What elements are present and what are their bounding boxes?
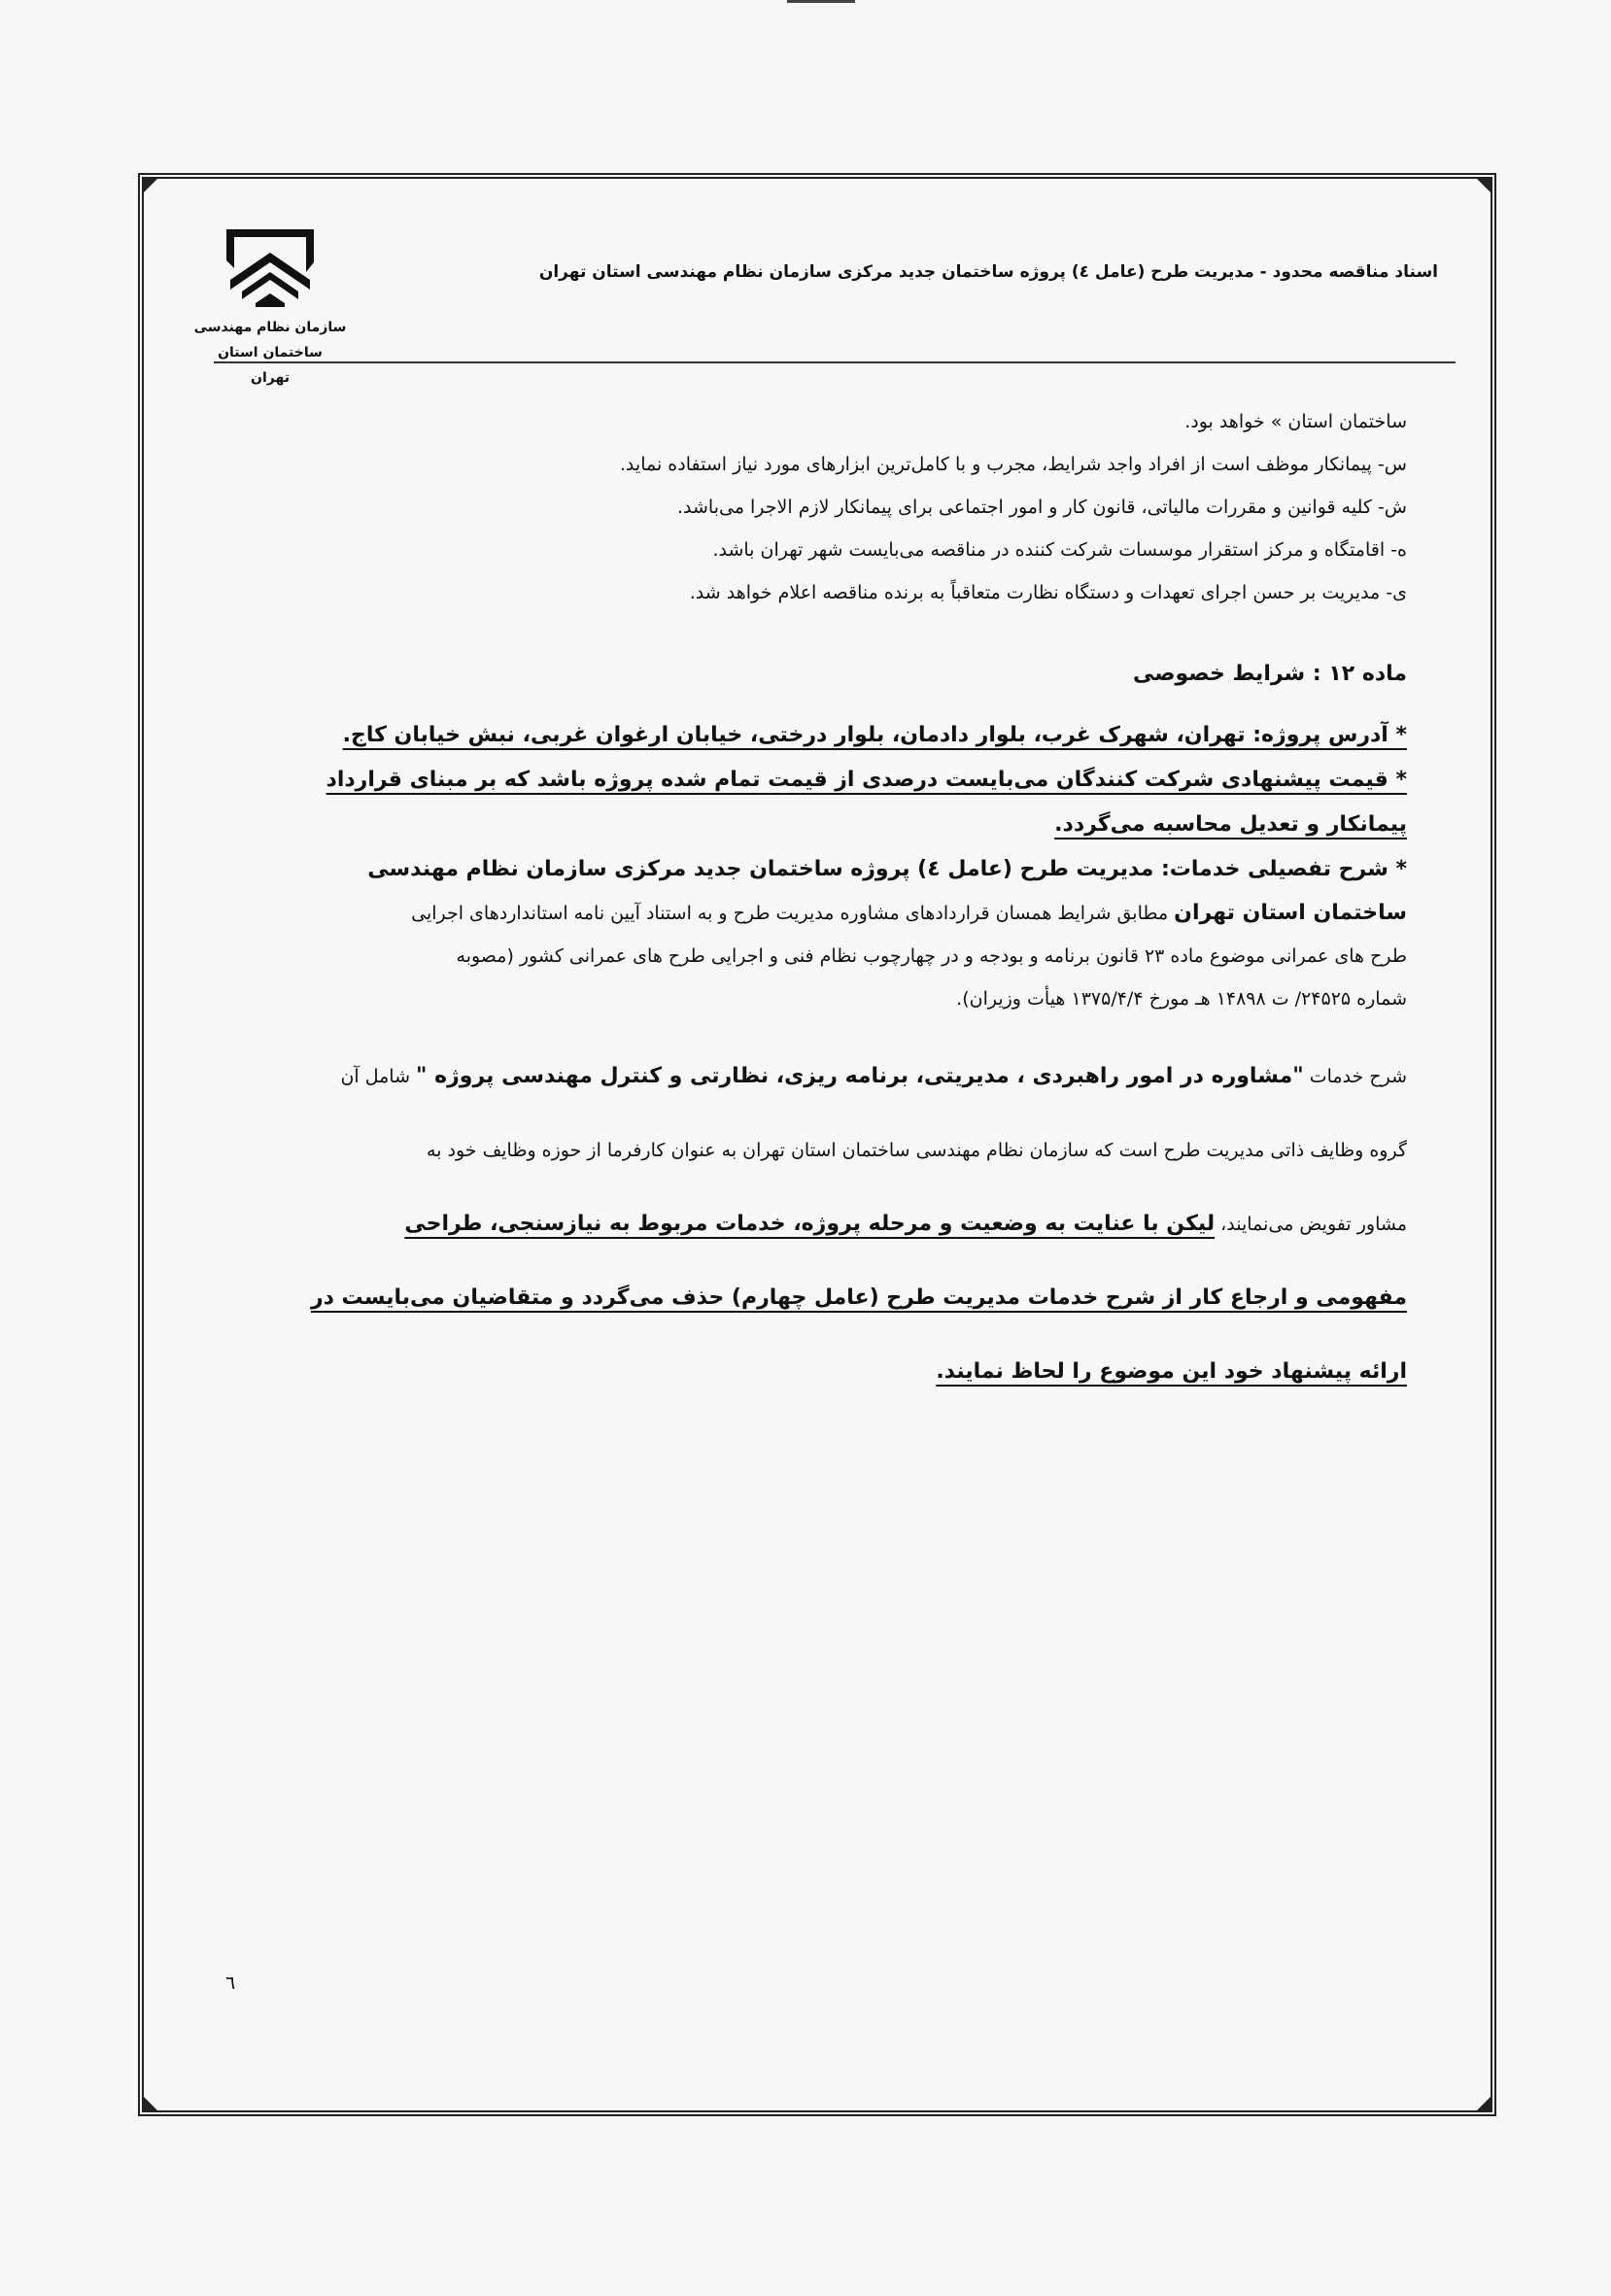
frame-corner-ornament: [144, 179, 157, 192]
frame-corner-ornament: [1477, 2097, 1491, 2110]
description-text: شرح خدمات: [1303, 1066, 1407, 1087]
frame-corner-ornament: [144, 2097, 157, 2110]
special-conditions: [231, 713, 1407, 1020]
address-line: [231, 713, 1407, 758]
organization-logo: [163, 222, 377, 391]
price-line: [231, 803, 1407, 847]
services-text: مطابق شرایط همسان قراردادهای مشاوره مدیریت طرح و به استناد آیین نامه استانداردهای اجرایی: [411, 903, 1175, 924]
intro-clauses: [231, 400, 1407, 614]
description-bold-text: ارائه پیشنهاد خود این موضوع را لحاظ نمایند.: [936, 1359, 1407, 1384]
scan-edge-mark: [787, 0, 855, 3]
services-description: [231, 1040, 1407, 1409]
description-line: [231, 1040, 1407, 1114]
description-line: [231, 1261, 1407, 1335]
services-line: [231, 892, 1407, 935]
document-body: [231, 400, 1407, 1409]
house-logo-icon: [217, 222, 324, 309]
clause-line: ه- اقامتگاه و مرکز استقرار موسسات شرکت کننده در مناقصه می‌بایست شهر تهران باشد.: [712, 539, 1407, 561]
document-header-title: اسناد مناقصه محدود - مدیریت طرح (عامل ٤) پروژه ساختمان جدید مرکزی سازمان نظام مهندسی استان تهران: [538, 262, 1438, 282]
description-line: [231, 1335, 1407, 1409]
clause-line: ش- کلیه قوانین و مقررات مالیاتی، قانون کار و امور اجتماعی برای پیمانکار لازم الاجرا می‌باشد.: [676, 497, 1407, 518]
price-text: * قیمت پیشنهادی شرکت کنندگان می‌بایست درصدی از قیمت تمام شده پروژه باشد که بر مبنای قرارداد: [326, 768, 1407, 792]
spacer: [231, 1020, 1407, 1040]
services-line: شماره ۲۴۵۲۵/ ت ۱۴۸۹۸ هـ مورخ ۱۳۷۵/۴/۴ هیأت وزیران).: [956, 988, 1407, 1010]
frame-corner-ornament: [1477, 179, 1491, 192]
address-text: * آدرس پروژه: تهران، شهرک غرب، بلوار دادمان، بلوار درختی، خیابان ارغوان غربی، نبش خیابان کاج.: [342, 723, 1407, 747]
clause-line: ی- مدیریت بر حسن اجرای تعهدات و دستگاه نظارت متعاقباً به برنده مناقصه اعلام خواهد شد.: [689, 582, 1407, 603]
section-title: ماده ۱۲ : شرایط خصوصی: [1133, 662, 1407, 686]
logo-line-1: سازمان نظام مهندسی ساختمان استان: [193, 320, 347, 360]
clause-line: ساختمان استان » خواهد بود.: [1184, 411, 1407, 432]
services-title-line: * شرح تفصیلی خدمات: مدیریت طرح (عامل ٤) پروژه ساختمان جدید مرکزی سازمان نظام مهندسی: [367, 857, 1407, 881]
description-bold-text: لیکن با عنایت به وضعیت و مرحله پروژه، خدمات مربوط به نیازسنجی، طراحی: [404, 1212, 1216, 1236]
price-text: پیمانکار و تعدیل محاسبه می‌گردد.: [1054, 812, 1407, 837]
description-text: شامل آن: [340, 1066, 417, 1087]
services-bold-text: ساختمان استان تهران: [1174, 901, 1407, 925]
logo-line-2: تهران: [251, 370, 290, 386]
header-divider: [214, 361, 1456, 363]
price-line: [231, 758, 1407, 803]
page-number: ٦: [225, 1972, 236, 1994]
services-line: طرح های عمرانی موضوع ماده ۲۳ قانون برنامه و بودجه و در چهارچوب نظام فنی و اجرایی طرح های عمرانی کشور (مصوبه: [456, 945, 1407, 967]
description-bold-text: "مشاوره در امور راهبردی ، مدیریتی، برنامه ریزی، نظارتی و کنترل مهندسی پروژه ": [416, 1064, 1304, 1088]
description-line: [231, 1187, 1407, 1261]
description-line: گروه وظایف ذاتی مدیریت طرح است که سازمان نظام مهندسی ساختمان استان تهران به عنوان کارفرما از حوزه وظایف خود به: [427, 1140, 1407, 1161]
description-bold-text: مفهومی و ارجاع کار از شرح خدمات مدیریت طرح (عامل چهارم) حذف می‌گردد و متقاضیان می‌بایست در: [310, 1285, 1407, 1310]
clause-line: س- پیمانکار موظف است از افراد واجد شرایط، مجرب و با کامل‌ترین ابزارهای مورد نیاز استفاده نماید.: [619, 454, 1407, 475]
logo-text: [163, 315, 377, 391]
description-text: مشاور تفویض می‌نمایند،: [1215, 1214, 1407, 1235]
